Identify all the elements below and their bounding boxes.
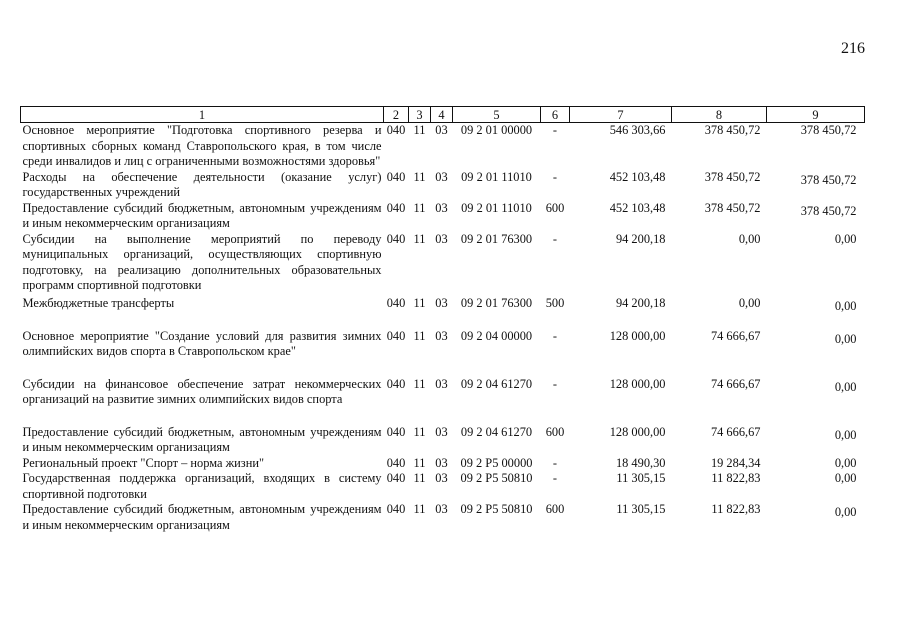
header-col-8: 8 — [672, 107, 767, 123]
row-amount-col8: 74 666,67 — [710, 424, 761, 439]
row-amount-col7: 11 305,15 — [616, 471, 666, 485]
row-ministry-code: 040 — [386, 455, 406, 470]
table-header — [21, 107, 865, 123]
header-col-2: 2 — [384, 107, 409, 123]
row-ministry-code: 040 — [386, 424, 406, 439]
budget-table — [20, 106, 865, 533]
row-amount-col8: 74 666,67 — [710, 328, 761, 343]
row-expense-type: - — [552, 471, 558, 485]
page-number: 216 — [841, 40, 865, 57]
row-amount-col9: 0,00 — [834, 379, 857, 394]
table-row — [21, 471, 865, 502]
row-description: Основное мероприятие "Создание условий для развития зимних олимпийских видов спорта в Ставропольском крае" — [22, 328, 382, 358]
row-amount-col8: 0,00 — [738, 295, 761, 310]
row-expense-type: - — [552, 328, 558, 343]
row-subsection: 03 — [435, 231, 448, 246]
row-description: Субсидии на выполнение мероприятий по переводу муниципальных организаций, осуществляющих спортивную подготовку, на реализацию дополнительных образовательных программ спортивной подготовки — [22, 231, 382, 292]
row-expense-type: 600 — [545, 502, 565, 516]
row-amount-col8: 0,00 — [738, 231, 761, 246]
row-amount-col9: 0,00 — [834, 455, 857, 470]
header-col-3: 3 — [409, 107, 431, 123]
row-amount-col8: 378 450,72 — [704, 123, 761, 137]
header-col-4: 4 — [431, 107, 453, 123]
row-amount-col9: 0,00 — [834, 231, 857, 246]
header-col-7: 7 — [570, 107, 672, 123]
row-amount-col7: 94 200,18 — [615, 231, 666, 246]
row-description: Основное мероприятие "Подготовка спортивного резерва и спортивных сборных команд Ставропольского края, в том числе среди инвалидов и лиц с ограниченными возможностями здоровья" — [22, 123, 382, 168]
row-description: Расходы на обеспечение деятельности (оказание услуг) государственных учреждений — [22, 169, 382, 199]
row-expense-type: 600 — [545, 424, 565, 439]
row-amount-col7: 452 103,48 — [609, 200, 666, 215]
row-section: 11 — [413, 169, 426, 184]
row-target-article: 09 2 04 61270 — [460, 376, 533, 391]
row-amount-col7: 128 000,00 — [609, 376, 666, 391]
row-description: Предоставление субсидий бюджетным, автономным учреждениям и иным некоммерческим организациям — [22, 200, 382, 230]
row-amount-col7: 546 303,66 — [609, 123, 666, 137]
row-section: 11 — [413, 424, 426, 439]
row-section: 11 — [413, 376, 426, 391]
row-subsection: 03 — [435, 376, 448, 391]
row-amount-col9: 0,00 — [834, 331, 857, 346]
row-section: 11 — [413, 471, 426, 485]
header-col-1: 1 — [21, 107, 384, 123]
row-expense-type: 500 — [545, 295, 565, 310]
row-amount-col8: 74 666,67 — [710, 376, 761, 391]
table-row — [21, 425, 865, 456]
row-section: 11 — [413, 295, 426, 310]
row-description: Региональный проект "Спорт – норма жизни" — [22, 455, 265, 470]
table-row — [21, 201, 865, 232]
row-amount-col8: 19 284,34 — [710, 455, 761, 470]
row-target-article: 09 2 01 11010 — [461, 200, 532, 215]
row-target-article: 09 2 P5 00000 — [460, 455, 533, 470]
row-expense-type: - — [552, 455, 558, 470]
table-body — [21, 123, 865, 534]
row-section: 11 — [413, 123, 426, 137]
row-subsection: 03 — [435, 455, 448, 470]
table-row — [21, 377, 865, 425]
header-row — [21, 107, 865, 123]
row-expense-type: - — [552, 123, 558, 137]
table-row — [21, 456, 865, 472]
table-row — [21, 329, 865, 377]
row-target-article: 09 2 04 61270 — [460, 424, 533, 439]
row-amount-col9: 378 450,72 — [800, 172, 857, 187]
row-description: Предоставление субсидий бюджетным, автономным учреждениям и иным некоммерческим организациям — [22, 502, 382, 532]
row-amount-col9: 0,00 — [834, 471, 857, 485]
row-amount-col8: 378 450,72 — [704, 200, 761, 215]
row-amount-col8: 11 822,83 — [711, 502, 761, 516]
row-section: 11 — [413, 328, 426, 343]
row-description: Государственная поддержка организаций, входящих в систему спортивной подготовки — [22, 471, 382, 501]
row-amount-col7: 128 000,00 — [609, 328, 666, 343]
row-amount-col7: 18 490,30 — [615, 455, 666, 470]
row-expense-type: - — [552, 376, 558, 391]
row-amount-col7: 452 103,48 — [609, 169, 666, 184]
row-section: 11 — [413, 200, 426, 215]
table-row — [21, 170, 865, 201]
row-subsection: 03 — [435, 295, 448, 310]
row-ministry-code: 040 — [386, 376, 406, 391]
row-target-article: 09 2 P5 50810 — [460, 502, 533, 516]
row-section: 11 — [413, 455, 426, 470]
row-amount-col9: 378 450,72 — [800, 123, 857, 137]
row-ministry-code: 040 — [386, 231, 406, 246]
row-target-article: 09 2 01 76300 — [460, 231, 533, 246]
row-ministry-code: 040 — [386, 169, 406, 184]
header-col-5: 5 — [453, 107, 541, 123]
row-ministry-code: 040 — [386, 200, 406, 215]
row-amount-col7: 94 200,18 — [615, 295, 666, 310]
row-description: Предоставление субсидий бюджетным, автономным учреждениям и иным некоммерческим организациям — [22, 424, 382, 454]
row-amount-col9: 0,00 — [834, 298, 857, 313]
row-amount-col9: 0,00 — [834, 427, 857, 442]
row-ministry-code: 040 — [386, 328, 406, 343]
row-amount-col8: 11 822,83 — [711, 471, 761, 485]
row-subsection: 03 — [435, 123, 448, 137]
table-row — [21, 232, 865, 296]
row-subsection: 03 — [435, 471, 448, 485]
row-ministry-code: 040 — [386, 123, 406, 137]
row-subsection: 03 — [435, 169, 448, 184]
header-col-6: 6 — [541, 107, 570, 123]
row-amount-col9: 0,00 — [834, 505, 857, 519]
row-subsection: 03 — [435, 328, 448, 343]
row-expense-type: 600 — [545, 200, 565, 215]
row-target-article: 09 2 01 11010 — [461, 169, 532, 184]
row-target-article: 09 2 01 76300 — [460, 295, 533, 310]
row-description: Межбюджетные трансферты — [22, 295, 175, 310]
row-subsection: 03 — [435, 424, 448, 439]
row-amount-col7: 128 000,00 — [609, 424, 666, 439]
row-target-article: 09 2 01 00000 — [460, 123, 533, 137]
row-expense-type: - — [552, 231, 558, 246]
row-section: 11 — [413, 502, 426, 516]
row-description: Субсидии на финансовое обеспечение затрат некоммерческих организаций на развитие зимних олимпийских видов спорта — [22, 376, 382, 406]
table-row — [21, 502, 865, 533]
row-ministry-code: 040 — [386, 502, 406, 516]
row-amount-col7: 11 305,15 — [616, 502, 666, 516]
row-expense-type: - — [552, 169, 558, 184]
row-target-article: 09 2 P5 50810 — [460, 471, 533, 485]
row-subsection: 03 — [435, 502, 448, 516]
row-target-article: 09 2 04 00000 — [460, 328, 533, 343]
row-ministry-code: 040 — [386, 471, 406, 485]
table-row — [21, 296, 865, 329]
row-amount-col8: 378 450,72 — [704, 169, 761, 184]
header-col-9: 9 — [767, 107, 865, 123]
table-row — [21, 123, 865, 170]
row-subsection: 03 — [435, 200, 448, 215]
row-ministry-code: 040 — [386, 295, 406, 310]
row-section: 11 — [413, 231, 426, 246]
row-amount-col9: 378 450,72 — [800, 203, 857, 218]
